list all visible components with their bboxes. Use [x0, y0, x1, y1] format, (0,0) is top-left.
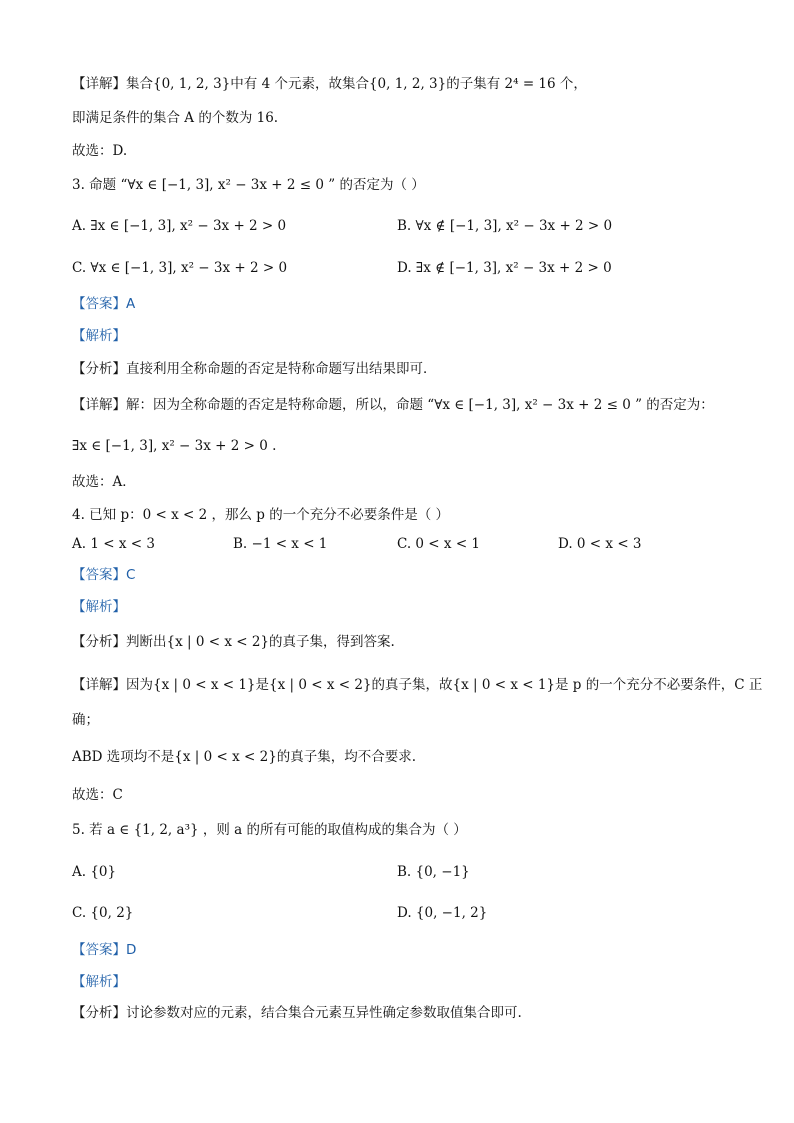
q3-option-c: C. ∀x ∈ [−1, 3], x² − 3x + 2 > 0 — [72, 260, 288, 276]
q5-option-a: A. {0} — [72, 864, 117, 880]
q3-option-b: B. ∀x ∉ [−1, 3], x² − 3x + 2 > 0 — [397, 218, 613, 234]
q5-analysis-text: 【分析】讨论参数对应的元素，结合集合元素互异性确定参数取值集合即可. — [72, 1005, 522, 1021]
q5-option-b: B. {0, −1} — [397, 864, 470, 880]
answer-choice-q2: 故选：D. — [72, 143, 128, 159]
q4-detail-text-cont: 确； — [72, 712, 99, 728]
detail-text-q2-cont: 即满足条件的集合 A 的个数为 16. — [72, 110, 279, 126]
q3-analysis-text: 【分析】直接利用全称命题的否定是特称命题写出结果即可． — [72, 361, 437, 377]
q4-answer-label: 【答案】C — [72, 567, 136, 583]
q5-option-d: D. {0, −1, 2} — [397, 905, 488, 921]
q3-analysis-label: 【解析】 — [72, 328, 126, 344]
question-3: 3. 命题 “∀x ∈ [−1, 3], x² − 3x + 2 ≤ 0 ” 的否定为（ ） — [72, 177, 425, 193]
q4-analysis-label: 【解析】 — [72, 599, 126, 615]
q4-option-d: D. 0 < x < 3 — [558, 536, 642, 552]
q3-option-d: D. ∃x ∉ [−1, 3], x² − 3x + 2 > 0 — [397, 260, 612, 276]
question-4: 4. 已知 p：0 < x < 2 ，那么 p 的一个充分不必要条件是（ ） — [72, 507, 449, 523]
q4-option-a: A. 1 < x < 3 — [72, 536, 155, 552]
q3-option-a: A. ∃x ∈ [−1, 3], x² − 3x + 2 > 0 — [72, 218, 287, 234]
q3-answer-label: 【答案】A — [72, 296, 136, 312]
q5-option-c: C. {0, 2} — [72, 905, 134, 921]
q4-analysis-text: 【分析】判断出{x | 0 < x < 2}的真子集，得到答案. — [72, 634, 395, 650]
q4-choice: 故选：C — [72, 787, 123, 803]
q4-abd-text: ABD 选项均不是{x | 0 < x < 2}的真子集，均不合要求. — [72, 749, 417, 765]
q5-answer-label: 【答案】D — [72, 942, 137, 958]
q5-analysis-label: 【解析】 — [72, 974, 126, 990]
q3-detail-formula: ∃x ∈ [−1, 3], x² − 3x + 2 > 0 . — [72, 438, 277, 454]
detail-text-q2: 【详解】集合{0, 1, 2, 3}中有 4 个元素，故集合{0, 1, 2, 3}的子集有 2⁴ = 16 个， — [72, 76, 587, 92]
q4-option-b: B. −1 < x < 1 — [233, 536, 328, 552]
q3-choice: 故选：A． — [72, 474, 136, 490]
q4-detail-text: 【详解】因为{x | 0 < x < 1}是{x | 0 < x < 2}的真子集，故{x | 0 < x < 1}是 p 的一个充分不必要条件，C 正 — [72, 677, 763, 693]
q4-option-c: C. 0 < x < 1 — [397, 536, 481, 552]
q3-detail-text: 【详解】解：因为全称命题的否定是特称命题，所以，命题 “∀x ∈ [−1, 3], x² − 3x + 2 ≤ 0 ” 的否定为： — [72, 397, 714, 413]
question-5: 5. 若 a ∈ {1, 2, a³} ，则 a 的所有可能的取值构成的集合为（ ） — [72, 822, 467, 838]
